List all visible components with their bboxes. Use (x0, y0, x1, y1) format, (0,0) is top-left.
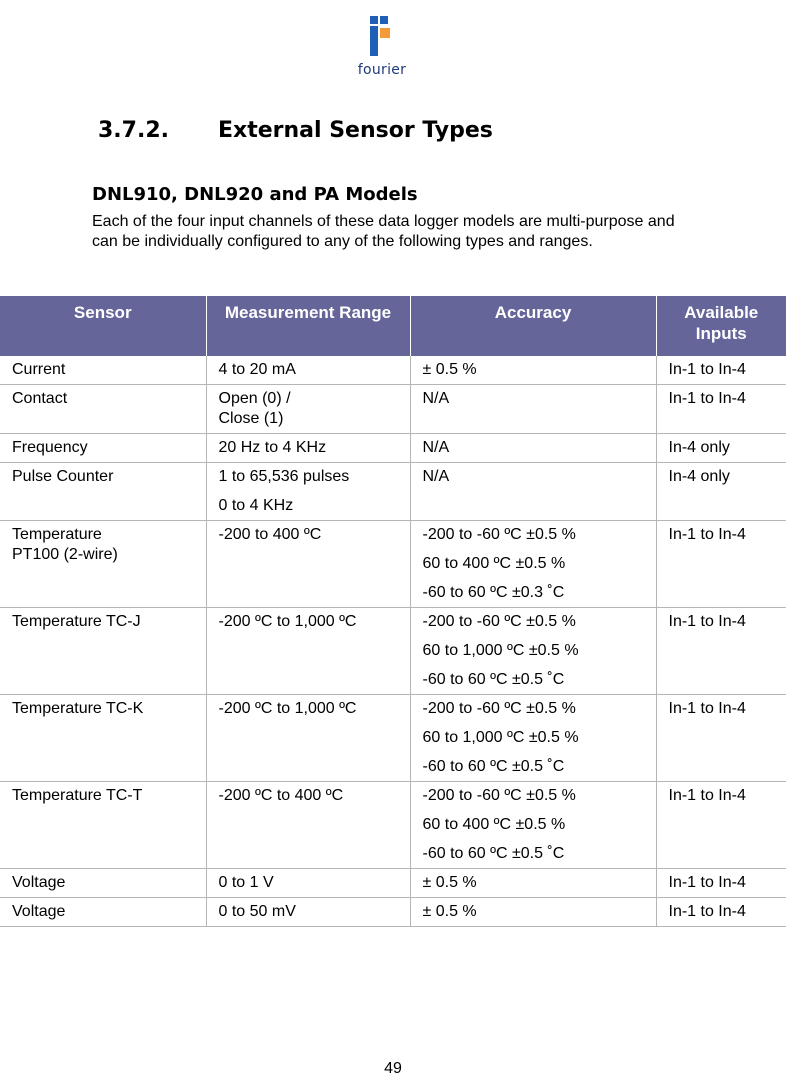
table-row (0, 695, 786, 782)
cell-available-inputs: In-4 only (656, 463, 786, 521)
table-body (0, 356, 786, 927)
table-header-row (0, 296, 786, 356)
intro-paragraph: Each of the four input channels of these data logger models are multi-purpose and can be individually configured to any of the following types and ranges. (92, 213, 675, 250)
table-row (0, 608, 786, 695)
table-row (0, 869, 786, 898)
cell-line: -60 to 60 ºC ±0.3 ˚C (422, 584, 565, 601)
cell-measurement-range (206, 898, 410, 927)
cell-line: 0 to 4 KHz (218, 497, 294, 514)
cell-sensor (0, 898, 206, 927)
cell-line: 60 to 1,000 ºC ±0.5 % (422, 642, 579, 659)
cell-accuracy (410, 869, 656, 898)
cell-line: N/A (422, 390, 450, 407)
cell-line: Current (12, 361, 66, 378)
cell-line: 60 to 400 ºC ±0.5 % (422, 555, 566, 572)
cell-available-inputs: In-1 to In-4 (656, 869, 786, 898)
cell-line: -200 to -60 ºC ±0.5 % (422, 700, 576, 717)
cell-measurement-range (206, 608, 410, 695)
cell-line: -200 ºC to 1,000 ºC (218, 700, 357, 717)
table-row (0, 463, 786, 521)
cell-line: -200 to 400 ºC (218, 526, 322, 543)
cell-line: -60 to 60 ºC ±0.5 ˚C (422, 758, 565, 775)
cell-line: 0 to 1 V (218, 874, 274, 891)
table-row (0, 521, 786, 608)
table-row (0, 356, 786, 385)
cell-accuracy (410, 463, 656, 521)
cell-line: ± 0.5 % (422, 903, 477, 920)
fourier-logo (352, 14, 432, 80)
cell-line: Frequency (12, 439, 88, 456)
cell-accuracy (410, 898, 656, 927)
cell-line: Pulse Counter (12, 468, 114, 485)
table-row (0, 385, 786, 434)
cell-accuracy (410, 356, 656, 385)
page-number: 49 (384, 1060, 402, 1077)
cell-line: -60 to 60 ºC ±0.5 ˚C (422, 671, 565, 688)
cell-measurement-range (206, 356, 410, 385)
cell-line: N/A (422, 468, 450, 485)
header-available-inputs: Available Inputs (656, 296, 786, 356)
cell-line: -200 to -60 ºC ±0.5 % (422, 526, 576, 543)
cell-accuracy (410, 385, 656, 434)
brand-name: fourier (357, 62, 407, 78)
header-measurement-range: Measurement Range (206, 296, 410, 356)
cell-line: Temperature TC-J (12, 613, 141, 630)
subsection-title: DNL910, DNL920 and PA Models (92, 184, 418, 205)
cell-line: N/A (422, 439, 450, 456)
cell-available-inputs: In-1 to In-4 (656, 782, 786, 869)
cell-sensor (0, 434, 206, 463)
cell-line: Temperature (12, 526, 102, 543)
cell-line: -200 to -60 ºC ±0.5 % (422, 787, 576, 804)
cell-line: 60 to 400 ºC ±0.5 % (422, 816, 566, 833)
header-sensor: Sensor (0, 296, 206, 356)
cell-sensor (0, 521, 206, 608)
cell-line: ± 0.5 % (422, 361, 477, 378)
cell-accuracy (410, 434, 656, 463)
cell-line: 4 to 20 mA (218, 361, 296, 378)
cell-line: 1 to 65,536 pulses (218, 468, 350, 485)
cell-line: Contact (12, 390, 68, 407)
cell-line: -200 ºC to 400 ºC (218, 787, 344, 804)
cell-measurement-range (206, 695, 410, 782)
cell-available-inputs: In-4 only (656, 434, 786, 463)
cell-measurement-range (206, 434, 410, 463)
cell-measurement-range (206, 385, 410, 434)
table-row (0, 898, 786, 927)
cell-accuracy (410, 695, 656, 782)
cell-line: 20 Hz to 4 KHz (218, 439, 327, 456)
cell-available-inputs: In-1 to In-4 (656, 695, 786, 782)
cell-sensor (0, 356, 206, 385)
cell-line: -200 to -60 ºC ±0.5 % (422, 613, 576, 630)
cell-available-inputs: In-1 to In-4 (656, 356, 786, 385)
cell-measurement-range (206, 521, 410, 608)
cell-accuracy (410, 521, 656, 608)
cell-sensor (0, 782, 206, 869)
cell-line: 0 to 50 mV (218, 903, 296, 920)
cell-line: Voltage (12, 874, 66, 891)
sensor-types-table (0, 296, 786, 927)
cell-line: 60 to 1,000 ºC ±0.5 % (422, 729, 579, 746)
section-title: External Sensor Types (218, 118, 493, 143)
cell-line: -60 to 60 ºC ±0.5 ˚C (422, 845, 565, 862)
table-row (0, 782, 786, 869)
cell-available-inputs: In-1 to In-4 (656, 521, 786, 608)
cell-available-inputs: In-1 to In-4 (656, 385, 786, 434)
cell-available-inputs: In-1 to In-4 (656, 608, 786, 695)
cell-measurement-range (206, 782, 410, 869)
fourier-logo-icon (352, 14, 412, 60)
cell-line: -200 ºC to 1,000 ºC (218, 613, 357, 630)
cell-sensor (0, 463, 206, 521)
cell-accuracy (410, 608, 656, 695)
cell-line: Close (1) (218, 410, 284, 427)
cell-line: Voltage (12, 903, 66, 920)
cell-accuracy (410, 782, 656, 869)
header-accuracy: Accuracy (410, 296, 656, 356)
cell-line: PT100 (2-wire) (12, 546, 118, 563)
cell-sensor (0, 385, 206, 434)
table-row (0, 434, 786, 463)
cell-line: Temperature TC-T (12, 787, 143, 804)
cell-sensor (0, 869, 206, 898)
cell-line: Open (0) / (218, 390, 291, 407)
cell-line: ± 0.5 % (422, 874, 477, 891)
cell-line: Temperature TC-K (12, 700, 144, 717)
cell-measurement-range (206, 869, 410, 898)
cell-available-inputs: In-1 to In-4 (656, 898, 786, 927)
section-number: 3.7.2. (98, 118, 169, 143)
cell-measurement-range (206, 463, 410, 521)
cell-sensor (0, 695, 206, 782)
cell-sensor (0, 608, 206, 695)
